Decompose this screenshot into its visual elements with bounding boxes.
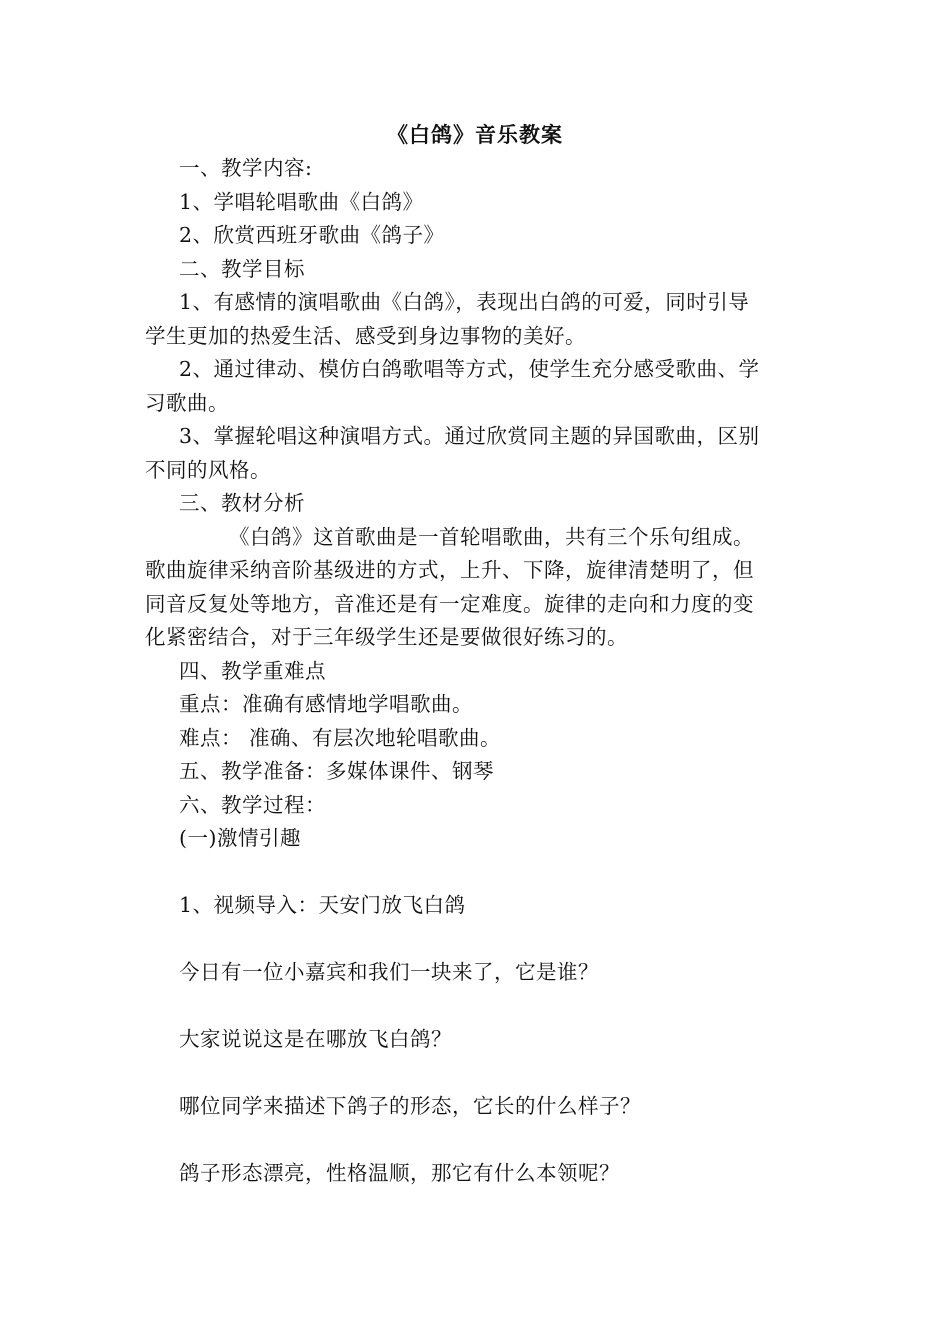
goal-2-line-1: 2、通过律动、模仿白鸽歌唱等方式，使学生充分感受歌曲、学 xyxy=(179,357,760,381)
section-heading-content: 一、教学内容: xyxy=(179,156,313,180)
analysis-line-1: 《白鸽》这首歌曲是一首轮唱歌曲，共有三个乐句组成。 xyxy=(229,524,754,549)
spacer xyxy=(145,1057,805,1091)
analysis-line-2: 歌曲旋律采纳音阶基级进的方式，上升、下降，旋律清楚明了，但 xyxy=(145,558,754,582)
process-question-4: 鸽子形态漂亮，性格温顺，那它有什么本领呢？ xyxy=(179,1161,620,1185)
process-item-video-intro: 1、视频导入：天安门放飞白鸽 xyxy=(179,893,466,917)
spacer xyxy=(145,856,805,890)
spacer xyxy=(145,990,805,1024)
process-question-3: 哪位同学来描述下鸽子的形态，它长的什么样子？ xyxy=(179,1094,641,1118)
goal-3-line-1: 3、掌握轮唱这种演唱方式。通过欣赏同主题的异国歌曲，区别 xyxy=(179,424,760,448)
analysis-line-4: 化紧密结合，对于三年级学生还是要做很好练习的。 xyxy=(145,625,628,649)
document-page xyxy=(145,118,805,1191)
analysis-line-3: 同音反复处等地方，音准还是有一定难度。旋律的走向和力度的变 xyxy=(145,591,754,616)
section-heading-key-points: 四、教学重难点 xyxy=(179,658,326,683)
goal-3-line-2: 不同的风格。 xyxy=(145,457,271,482)
key-point: 重点：准确有感情地学唱歌曲。 xyxy=(179,692,473,716)
process-step-1-heading: (一)激情引趣 xyxy=(179,826,301,850)
section-heading-process: 六、教学过程： xyxy=(179,792,326,817)
process-question-1: 今日有一位小嘉宾和我们一块来了，它是谁？ xyxy=(179,960,599,984)
spacer xyxy=(145,1124,805,1158)
goal-2-line-2: 习歌曲。 xyxy=(145,390,229,415)
spacer xyxy=(145,923,805,957)
goal-1-line-1: 1、有感情的演唱歌曲《白鸽》，表现出白鸽的可爱，同时引导 xyxy=(179,290,750,314)
section-heading-preparation: 五、教学准备：多媒体课件、钢琴 xyxy=(179,759,494,783)
difficult-point: 难点： 准确、有层次地轮唱歌曲。 xyxy=(179,725,502,750)
goal-1-line-2: 学生更加的热爱生活、感受到身边事物的美好。 xyxy=(145,323,586,348)
process-question-2: 大家说说这是在哪放飞白鸽？ xyxy=(179,1027,452,1051)
document-title: 《白鸽》音乐教案 xyxy=(387,122,563,147)
section-heading-goals: 二、教学目标 xyxy=(179,256,305,281)
section-heading-analysis: 三、教材分析 xyxy=(179,491,305,515)
content-item-2: 2、欣赏西班牙歌曲《鸽子》 xyxy=(179,223,445,247)
content-item-1: 1、学唱轮唱歌曲《白鸽》 xyxy=(179,189,424,214)
